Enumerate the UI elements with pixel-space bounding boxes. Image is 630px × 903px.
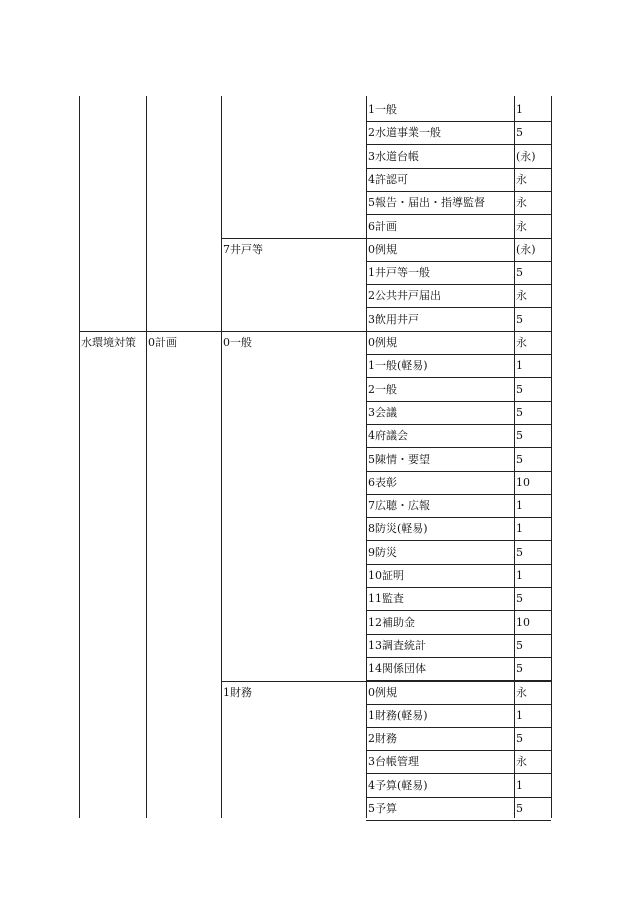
row-line	[366, 750, 551, 751]
category-cell-c3: 0一般	[223, 336, 252, 349]
item-name-cell: 3台帳管理	[368, 755, 419, 769]
item-name-cell: 3飲用井戸	[368, 312, 419, 326]
item-name-cell: 11監査	[368, 592, 404, 606]
item-name-cell: 3水道台帳	[368, 149, 419, 163]
category-cell-c1: 水環境対策	[81, 336, 136, 349]
row-line	[366, 773, 551, 774]
row-line	[366, 168, 551, 169]
row-line	[366, 377, 551, 378]
item-name-cell: 6計画	[368, 219, 397, 233]
row-line	[366, 284, 551, 285]
retention-years-cell: 1	[516, 499, 523, 513]
column-line	[79, 96, 80, 818]
retention-years-cell: 10	[516, 475, 530, 489]
retention-years-cell: 永	[516, 685, 527, 699]
retention-years-cell: 5	[516, 592, 523, 606]
retention-years-cell: 5	[516, 638, 523, 652]
item-name-cell: 1一般(軽易)	[368, 359, 428, 373]
retention-years-cell: 永	[516, 755, 527, 769]
retention-years-cell: 5	[516, 405, 523, 419]
retention-years-cell: 永	[516, 289, 527, 303]
row-line	[366, 657, 551, 658]
row-line	[366, 424, 551, 425]
item-name-cell: 3会議	[368, 405, 397, 419]
retention-years-cell: 永	[516, 219, 527, 233]
retention-years-cell: 1	[516, 708, 523, 722]
group-line	[221, 681, 551, 682]
row-line	[366, 540, 551, 541]
row-line	[366, 191, 551, 192]
retention-years-cell: 5	[516, 452, 523, 466]
row-line	[366, 471, 551, 472]
row-line	[366, 634, 551, 635]
retention-years-cell: (永)	[516, 149, 536, 163]
row-line	[366, 517, 551, 518]
retention-years-cell: 1	[516, 778, 523, 792]
retention-years-cell: 5	[516, 382, 523, 396]
retention-years-cell: 5	[516, 732, 523, 746]
item-name-cell: 5報告・届出・指導監督	[368, 196, 485, 210]
column-line	[366, 96, 367, 818]
category-cell-c3: 7井戸等	[223, 242, 263, 256]
item-name-cell: 1財務(軽易)	[368, 708, 428, 722]
item-name-cell: 1井戸等一般	[368, 266, 430, 280]
item-name-cell: 2公共井戸届出	[368, 289, 441, 303]
item-name-cell: 9防災	[368, 545, 397, 559]
item-name-cell: 4許認可	[368, 172, 408, 186]
retention-years-cell: (永)	[516, 242, 536, 256]
category-cell-c2: 0計画	[148, 336, 177, 349]
retention-years-cell: 5	[516, 545, 523, 559]
item-name-cell: 0例規	[368, 242, 397, 256]
item-name-cell: 7広聴・広報	[368, 499, 430, 513]
retention-years-cell: 10	[516, 615, 530, 629]
retention-years-cell: 5	[516, 126, 523, 140]
item-name-cell: 6表彰	[368, 475, 397, 489]
category-cell-c3: 1財務	[223, 685, 252, 699]
item-name-cell: 0例規	[368, 685, 397, 699]
row-line	[366, 354, 551, 355]
column-line	[551, 96, 552, 818]
item-name-cell: 8防災(軽易)	[368, 522, 428, 536]
row-line	[366, 401, 551, 402]
item-name-cell: 2財務	[368, 732, 397, 746]
row-line	[366, 727, 551, 728]
row-line	[366, 494, 551, 495]
retention-years-cell: 永	[516, 196, 527, 210]
retention-years-cell: 5	[516, 312, 523, 326]
retention-years-cell: 5	[516, 802, 523, 815]
item-name-cell: 13調査統計	[368, 638, 426, 652]
retention-years-cell: 1	[516, 103, 523, 116]
item-name-cell: 5予算	[368, 802, 397, 815]
row-line	[366, 261, 551, 262]
row-line	[366, 144, 551, 145]
row-line	[366, 820, 551, 821]
row-line	[366, 587, 551, 588]
row-line	[366, 307, 551, 308]
row-line	[366, 610, 551, 611]
retention-years-cell: 永	[516, 336, 527, 349]
row-line	[366, 797, 551, 798]
column-line	[514, 96, 515, 818]
retention-years-cell: 1	[516, 522, 523, 536]
row-line	[366, 704, 551, 705]
item-name-cell: 1一般	[368, 103, 397, 116]
item-name-cell: 12補助金	[368, 615, 415, 629]
row-line	[366, 121, 551, 122]
item-name-cell: 2一般	[368, 382, 397, 396]
retention-years-cell: 1	[516, 359, 523, 373]
item-name-cell: 4府議会	[368, 429, 408, 443]
row-line	[366, 447, 551, 448]
item-name-cell: 0例規	[368, 336, 397, 349]
item-name-cell: 2水道事業一般	[368, 126, 441, 140]
retention-years-cell: 5	[516, 662, 523, 676]
item-name-cell: 14関係団体	[368, 662, 426, 676]
group-line	[221, 238, 551, 239]
group-line	[79, 331, 551, 332]
column-line	[146, 96, 147, 818]
retention-years-cell: 5	[516, 429, 523, 443]
row-line	[366, 214, 551, 215]
retention-years-cell: 永	[516, 172, 527, 186]
column-line	[221, 96, 222, 818]
item-name-cell: 4予算(軽易)	[368, 778, 428, 792]
item-name-cell: 10証明	[368, 569, 404, 582]
item-name-cell: 5陳情・要望	[368, 452, 430, 466]
retention-years-cell: 5	[516, 266, 523, 280]
row-line	[366, 564, 551, 565]
retention-years-cell: 1	[516, 569, 523, 582]
